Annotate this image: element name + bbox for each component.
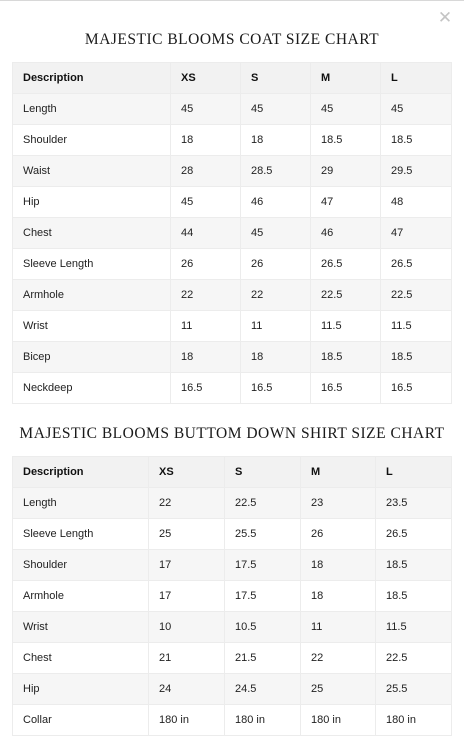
size-value: 26 bbox=[301, 519, 376, 550]
size-value: 11 bbox=[241, 311, 311, 342]
column-header: XS bbox=[171, 63, 241, 94]
size-value: 18 bbox=[171, 342, 241, 373]
size-value: 11.5 bbox=[381, 311, 452, 342]
table-row bbox=[13, 612, 452, 643]
size-value: 45 bbox=[311, 94, 381, 125]
table-row bbox=[13, 674, 452, 705]
size-value: 26 bbox=[241, 249, 311, 280]
size-value: 28.5 bbox=[241, 156, 311, 187]
size-value: 18.5 bbox=[311, 342, 381, 373]
shirt-chart-title: MAJESTIC BLOOMS BUTTOM DOWN SHIRT SIZE CHART bbox=[19, 425, 445, 442]
size-value: 17.5 bbox=[225, 581, 301, 612]
column-header: Description bbox=[13, 63, 171, 94]
size-value: 22 bbox=[301, 643, 376, 674]
column-header: Description bbox=[13, 457, 149, 488]
size-value: 47 bbox=[311, 187, 381, 218]
size-value: 180 in bbox=[149, 705, 225, 736]
table-header-row bbox=[13, 63, 452, 94]
size-value: 18 bbox=[241, 342, 311, 373]
size-value: 22 bbox=[241, 280, 311, 311]
coat-size-table bbox=[12, 62, 452, 404]
table-row bbox=[13, 643, 452, 674]
measurement-label: Length bbox=[13, 488, 149, 519]
size-value: 26.5 bbox=[376, 519, 452, 550]
size-value: 21 bbox=[149, 643, 225, 674]
table-row bbox=[13, 705, 452, 736]
measurement-label: Neckdeep bbox=[13, 373, 171, 404]
measurement-label: Chest bbox=[13, 218, 171, 249]
measurement-label: Sleeve Length bbox=[13, 519, 149, 550]
size-value: 18.5 bbox=[311, 125, 381, 156]
table-row bbox=[13, 156, 452, 187]
size-value: 25.5 bbox=[376, 674, 452, 705]
top-divider bbox=[0, 0, 464, 1]
size-value: 17 bbox=[149, 581, 225, 612]
measurement-label: Hip bbox=[13, 187, 171, 218]
table-row bbox=[13, 373, 452, 404]
size-value: 45 bbox=[241, 218, 311, 249]
size-value: 23 bbox=[301, 488, 376, 519]
column-header: M bbox=[311, 63, 381, 94]
size-value: 17 bbox=[149, 550, 225, 581]
size-value: 26.5 bbox=[381, 249, 452, 280]
measurement-label: Armhole bbox=[13, 280, 171, 311]
measurement-label: Armhole bbox=[13, 581, 149, 612]
size-value: 16.5 bbox=[311, 373, 381, 404]
measurement-label: Hip bbox=[13, 674, 149, 705]
size-value: 180 in bbox=[376, 705, 452, 736]
size-value: 16.5 bbox=[241, 373, 311, 404]
measurement-label: Bicep bbox=[13, 342, 171, 373]
table-row bbox=[13, 280, 452, 311]
size-value: 18 bbox=[171, 125, 241, 156]
table-header-row bbox=[13, 457, 452, 488]
size-value: 26.5 bbox=[311, 249, 381, 280]
size-value: 46 bbox=[241, 187, 311, 218]
coat-chart-title: MAJESTIC BLOOMS COAT SIZE CHART bbox=[84, 31, 380, 48]
size-value: 28 bbox=[171, 156, 241, 187]
measurement-label: Sleeve Length bbox=[13, 249, 171, 280]
column-header: L bbox=[381, 63, 452, 94]
column-header: S bbox=[225, 457, 301, 488]
size-value: 11 bbox=[301, 612, 376, 643]
size-value: 45 bbox=[171, 94, 241, 125]
size-value: 25 bbox=[301, 674, 376, 705]
shirt-size-table bbox=[12, 456, 452, 736]
measurement-label: Collar bbox=[13, 705, 149, 736]
size-value: 18 bbox=[241, 125, 311, 156]
table-row bbox=[13, 519, 452, 550]
size-value: 24 bbox=[149, 674, 225, 705]
table-row bbox=[13, 488, 452, 519]
size-value: 45 bbox=[381, 94, 452, 125]
column-header: L bbox=[376, 457, 452, 488]
measurement-label: Waist bbox=[13, 156, 171, 187]
size-value: 16.5 bbox=[381, 373, 452, 404]
size-value: 25 bbox=[149, 519, 225, 550]
column-header: XS bbox=[149, 457, 225, 488]
size-value: 48 bbox=[381, 187, 452, 218]
table-row bbox=[13, 218, 452, 249]
table-row bbox=[13, 311, 452, 342]
size-value: 11.5 bbox=[376, 612, 452, 643]
size-value: 45 bbox=[171, 187, 241, 218]
size-value: 18 bbox=[301, 550, 376, 581]
size-value: 180 in bbox=[225, 705, 301, 736]
table-row bbox=[13, 550, 452, 581]
size-value: 26 bbox=[171, 249, 241, 280]
column-header: M bbox=[301, 457, 376, 488]
size-value: 18 bbox=[301, 581, 376, 612]
size-value: 29.5 bbox=[381, 156, 452, 187]
size-value: 44 bbox=[171, 218, 241, 249]
table-row bbox=[13, 342, 452, 373]
measurement-label: Wrist bbox=[13, 612, 149, 643]
size-value: 22.5 bbox=[376, 643, 452, 674]
close-icon[interactable]: ✕ bbox=[437, 8, 453, 27]
size-value: 11.5 bbox=[311, 311, 381, 342]
size-value: 24.5 bbox=[225, 674, 301, 705]
size-value: 22.5 bbox=[311, 280, 381, 311]
measurement-label: Shoulder bbox=[13, 550, 149, 581]
table-row bbox=[13, 94, 452, 125]
measurement-label: Shoulder bbox=[13, 125, 171, 156]
size-value: 23.5 bbox=[376, 488, 452, 519]
size-value: 180 in bbox=[301, 705, 376, 736]
size-value: 22.5 bbox=[225, 488, 301, 519]
size-value: 47 bbox=[381, 218, 452, 249]
size-value: 16.5 bbox=[171, 373, 241, 404]
table-row bbox=[13, 125, 452, 156]
size-value: 29 bbox=[311, 156, 381, 187]
size-value: 17.5 bbox=[225, 550, 301, 581]
table-row bbox=[13, 581, 452, 612]
measurement-label: Chest bbox=[13, 643, 149, 674]
size-value: 18.5 bbox=[381, 342, 452, 373]
size-value: 10.5 bbox=[225, 612, 301, 643]
size-value: 11 bbox=[171, 311, 241, 342]
size-value: 45 bbox=[241, 94, 311, 125]
size-value: 18.5 bbox=[376, 550, 452, 581]
size-value: 18.5 bbox=[381, 125, 452, 156]
size-value: 25.5 bbox=[225, 519, 301, 550]
size-value: 22 bbox=[149, 488, 225, 519]
measurement-label: Length bbox=[13, 94, 171, 125]
size-value: 21.5 bbox=[225, 643, 301, 674]
size-value: 22.5 bbox=[381, 280, 452, 311]
column-header: S bbox=[241, 63, 311, 94]
size-value: 18.5 bbox=[376, 581, 452, 612]
size-value: 22 bbox=[171, 280, 241, 311]
table-row bbox=[13, 249, 452, 280]
table-row bbox=[13, 187, 452, 218]
size-value: 10 bbox=[149, 612, 225, 643]
size-value: 46 bbox=[311, 218, 381, 249]
measurement-label: Wrist bbox=[13, 311, 171, 342]
